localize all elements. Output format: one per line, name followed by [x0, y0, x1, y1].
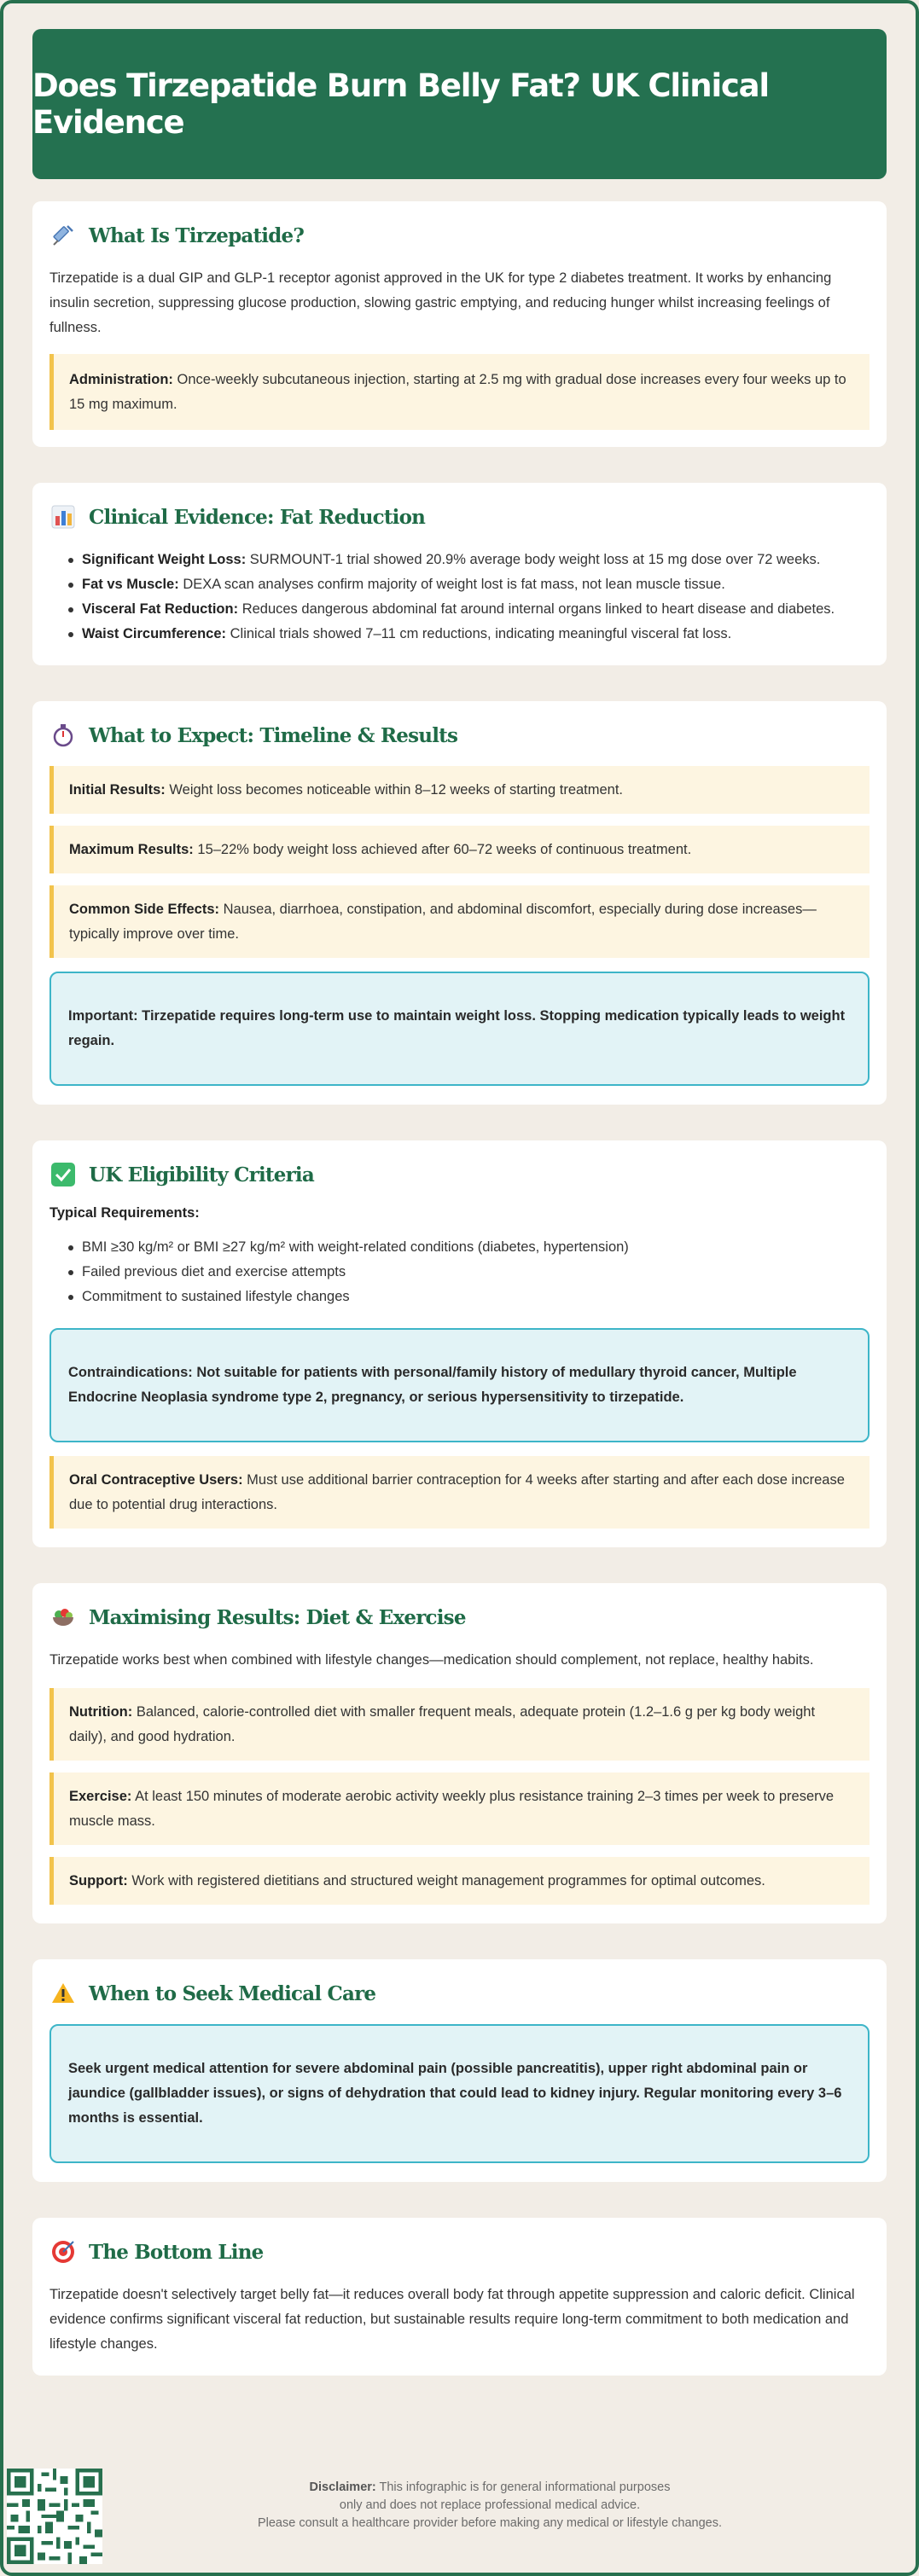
- note-label: Administration:: [69, 372, 173, 387]
- list-item: Failed previous diet and exercise attempts: [67, 1260, 870, 1285]
- card-medical-care: [32, 1959, 887, 2182]
- disclaimer-line: only and does not replace professional medical advice.: [339, 2498, 641, 2512]
- bar-chart-icon: [49, 503, 77, 531]
- section-body: Tirzepatide works best when combined with lifestyle changes—medication should complement, not replace, healthy habits.: [49, 1652, 814, 1668]
- list-item: Visceral Fat Reduction: Reduces dangerous abdominal fat around internal organs linked to heart disease and diabetes.: [67, 597, 870, 622]
- note-maximum-results: Maximum Results: 15–22% body weight loss achieved after 60–72 weeks of continuous treatment.: [49, 826, 870, 873]
- note-oral-contraceptive: Oral Contraceptive Users: Must use additional barrier contraception for 4 weeks after starting and after each dose increase due to potential drug interactions.: [49, 1456, 870, 1529]
- list-item: Commitment to sustained lifestyle changes: [67, 1285, 870, 1309]
- disclaimer-line: Please consult a healthcare provider before making any medical or lifestyle changes.: [257, 2516, 723, 2530]
- card-clinical-evidence: [32, 483, 887, 665]
- disclaimer-label: Disclaimer:: [309, 2480, 376, 2494]
- page-title: Does Tirzepatide Burn Belly Fat? UK Clinical Evidence: [32, 67, 769, 141]
- note-text: Once-weekly subcutaneous injection, starting at 2.5 mg with gradual dose increases every four weeks up to 15 mg maximum.: [69, 372, 846, 412]
- list-item: BMI ≥30 kg/m² or BMI ≥27 kg/m² with weight-related conditions (diabetes, hypertension): [67, 1235, 870, 1260]
- warning-icon: [49, 1980, 77, 2007]
- card-eligibility: [32, 1140, 887, 1547]
- requirements-subheading: Typical Requirements:: [49, 1205, 200, 1221]
- note-nutrition: Nutrition: Balanced, calorie-controlled diet with smaller frequent meals, adequate protein (1.2–1.6 g per kg body weight daily), and good hydration.: [49, 1688, 870, 1761]
- card-timeline: [32, 701, 887, 1105]
- section-body: Tirzepatide is a dual GIP and GLP-1 receptor agonist approved in the UK for type 2 diabetes treatment. It works by enhancing insulin secretion, suppressing glucose production, slowing gastric emptying, and reducing hunger whilst increasing feelings of fullness.: [49, 270, 832, 335]
- evidence-list: [49, 548, 870, 647]
- note-administration: [49, 354, 870, 430]
- list-item: Waist Circumference: Clinical trials showed 7–11 cm reductions, indicating meaningful visceral fat loss.: [67, 622, 870, 647]
- alert-seek-care: Seek urgent medical attention for severe abdominal pain (possible pancreatitis), upper right abdominal pain or jaundice (gallbladder issues), or signs of dehydration that could lead to kidney injury. Regular monitoring every 3–6 months is essential.: [49, 2024, 870, 2163]
- check-icon: [49, 1161, 77, 1188]
- section-heading: UK Eligibility Criteria: [89, 1163, 314, 1186]
- list-item: Fat vs Muscle: DEXA scan analyses confirm majority of weight lost is fat mass, not lean muscle tissue.: [67, 572, 870, 597]
- requirements-list: [49, 1235, 870, 1309]
- section-body: Tirzepatide doesn't selectively target belly fat—it reduces overall body fat through appetite suppression and caloric deficit. Clinical evidence confirms significant visceral fat reduction, but sustainable results require long-term commitment to both medication and lifestyle changes.: [49, 2287, 855, 2352]
- disclaimer: [174, 2479, 806, 2532]
- title-banner: [32, 29, 887, 179]
- card-bottom-line: [32, 2218, 887, 2376]
- disclaimer-line: This infographic is for general informational purposes: [379, 2480, 671, 2494]
- section-heading: Maximising Results: Diet & Exercise: [89, 1605, 466, 1629]
- section-heading: When to Seek Medical Care: [89, 1981, 376, 2005]
- footer: [3, 2463, 916, 2566]
- list-item: Significant Weight Loss: SURMOUNT-1 trial showed 20.9% average body weight loss at 15 mg dose over 72 weeks.: [67, 548, 870, 572]
- section-heading: Clinical Evidence: Fat Reduction: [89, 505, 426, 529]
- section-heading: What to Expect: Timeline & Results: [89, 723, 458, 747]
- note-support: Support: Work with registered dietitians and structured weight management programmes for optimal outcomes.: [49, 1857, 870, 1905]
- syringe-icon: [49, 222, 77, 249]
- section-heading: The Bottom Line: [89, 2240, 264, 2264]
- alert-contraindications: Contraindications: Not suitable for patients with personal/family history of medullary thyroid cancer, Multiple Endocrine Neoplasia syndrome type 2, pregnancy, or serious hypersensitivity to tirzepatide.: [49, 1328, 870, 1442]
- card-what-is: [32, 201, 887, 447]
- alert-important: Important: Tirzepatide requires long-term use to maintain weight loss. Stopping medication typically leads to weight regain.: [49, 972, 870, 1086]
- section-heading: What Is Tirzepatide?: [89, 223, 305, 247]
- note-side-effects: Common Side Effects: Nausea, diarrhoea, constipation, and abdominal discomfort, especially during dose increases—typically improve over time.: [49, 885, 870, 958]
- salad-bowl-icon: [49, 1604, 77, 1631]
- stopwatch-icon: [49, 722, 77, 749]
- target-icon: [49, 2238, 77, 2266]
- note-exercise: Exercise: At least 150 minutes of moderate aerobic activity weekly plus resistance training 2–3 times per week to preserve muscle mass.: [49, 1772, 870, 1845]
- note-initial-results: Initial Results: Weight loss becomes noticeable within 8–12 weeks of starting treatment.: [49, 766, 870, 814]
- card-maximising: [32, 1583, 887, 1923]
- qr-code-icon: [7, 2469, 102, 2564]
